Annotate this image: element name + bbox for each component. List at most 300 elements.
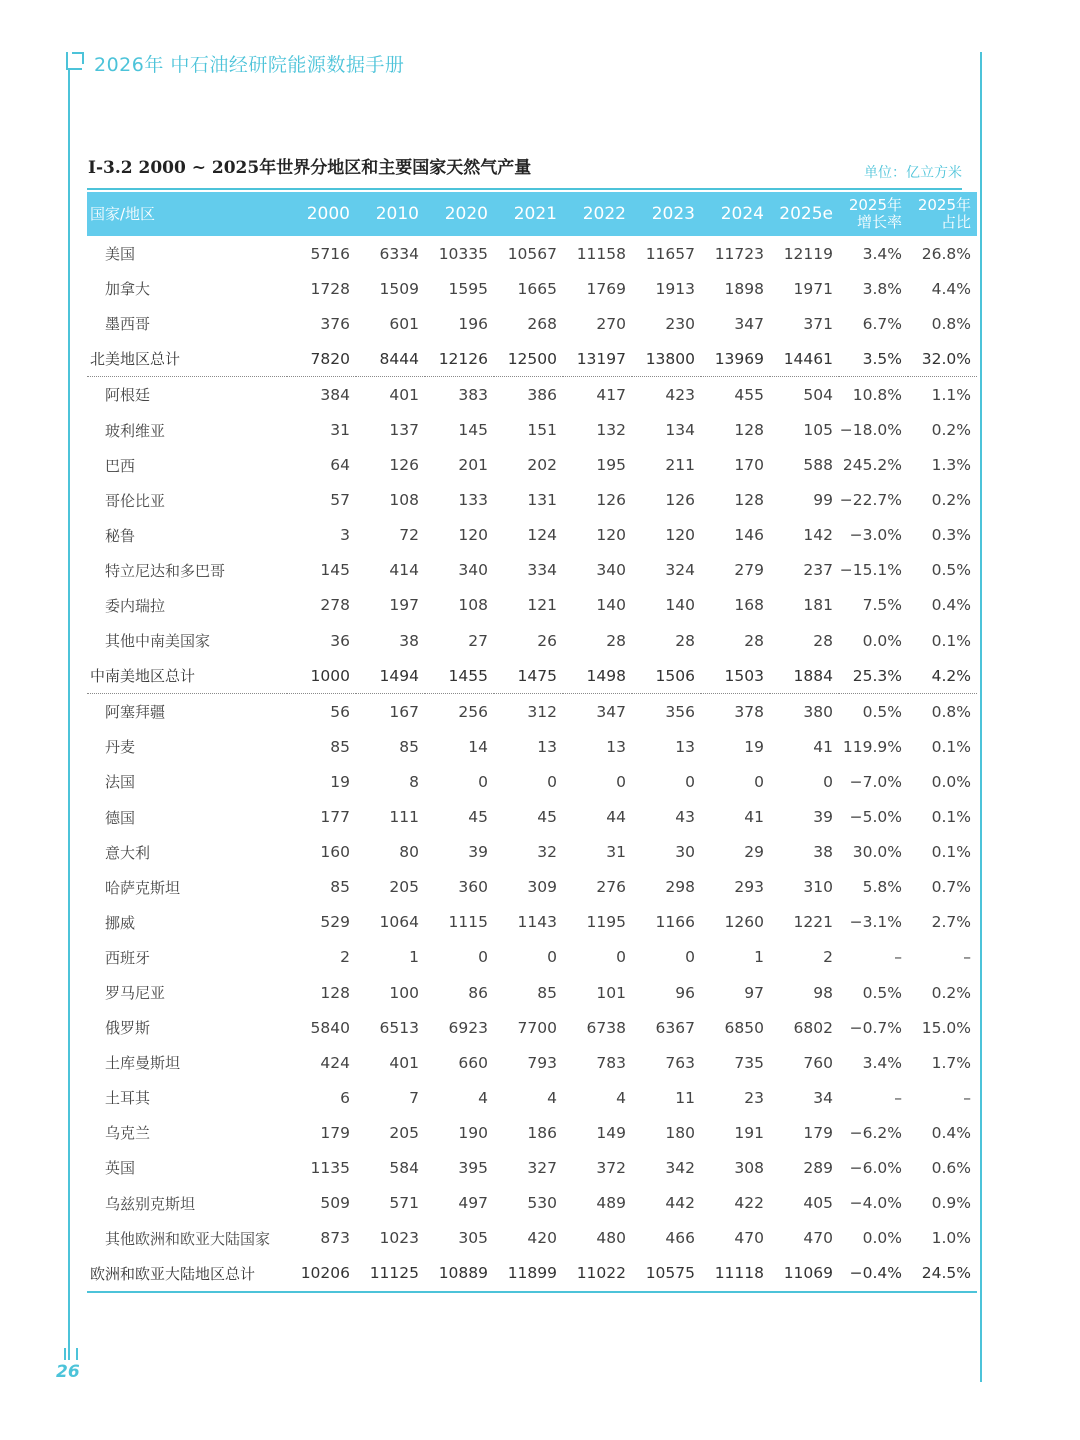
cell-2023: 442 xyxy=(665,1194,695,1213)
cell-2022: 1498 xyxy=(563,658,632,694)
cell-2022: 44 xyxy=(606,808,626,827)
cell-2023: 0 xyxy=(685,772,695,791)
cell-2023: 1506 xyxy=(632,658,701,694)
row-label: 法国 xyxy=(105,773,136,792)
cell-2020: 1115 xyxy=(448,913,488,932)
cell-2024: 735 xyxy=(734,1053,764,1072)
cell-2022: 13197 xyxy=(563,341,632,377)
cell-2021: 327 xyxy=(527,1158,557,1177)
cell-2020: 120 xyxy=(458,526,488,545)
cell-2020: 0 xyxy=(478,948,488,967)
cell-2020: 27 xyxy=(468,631,488,650)
cell-share: 0.7% xyxy=(931,878,971,897)
cell-2023: 30 xyxy=(675,843,695,862)
page-number: 26 xyxy=(56,1362,80,1382)
row-label: 丹麦 xyxy=(105,738,136,757)
cell-2020: 45 xyxy=(468,808,488,827)
cell-2022: 783 xyxy=(596,1053,626,1072)
cell-2022: 4 xyxy=(616,1088,626,1107)
cell-share: 0.1% xyxy=(931,631,971,650)
cell-2021: 268 xyxy=(527,314,557,333)
cell-share: 24.5% xyxy=(908,1256,977,1292)
cell-2024: 97 xyxy=(744,983,764,1002)
cell-2024: 293 xyxy=(734,878,764,897)
cell-2000: 36 xyxy=(330,631,350,650)
cell-share: 0.1% xyxy=(931,843,971,862)
cell-2020: 340 xyxy=(458,561,488,580)
cell-growth: 119.9% xyxy=(842,737,902,756)
cell-growth: 3.8% xyxy=(862,279,902,298)
cell-2021: 45 xyxy=(537,808,557,827)
gas-production-table xyxy=(87,192,977,1293)
column-header-growth-line1: 2025年 xyxy=(848,196,902,214)
cell-2023: 140 xyxy=(665,596,695,615)
cell-2023: 6367 xyxy=(655,1018,695,1037)
cell-growth: −22.7% xyxy=(839,491,902,510)
cell-2000: 5840 xyxy=(310,1018,350,1037)
cell-share: 0.5% xyxy=(931,561,971,580)
table-row xyxy=(87,1221,977,1256)
cell-2000: 57 xyxy=(330,491,350,510)
cell-2010: 571 xyxy=(389,1194,419,1213)
cell-2024: 19 xyxy=(744,737,764,756)
cell-2010: 126 xyxy=(389,456,419,475)
cell-2023: 763 xyxy=(665,1053,695,1072)
cell-2021: 32 xyxy=(537,843,557,862)
cell-2000: 145 xyxy=(320,561,350,580)
table-header-row xyxy=(87,192,977,236)
cell-2024: 13969 xyxy=(701,341,770,377)
cell-2024: 1898 xyxy=(724,279,764,298)
cell-2020: 14 xyxy=(468,737,488,756)
table-row xyxy=(87,623,977,658)
cell-2020: 145 xyxy=(458,421,488,440)
cell-2022: 101 xyxy=(596,983,626,1002)
cell-2021: 121 xyxy=(527,596,557,615)
table-row xyxy=(87,518,977,553)
cell-2010: 584 xyxy=(389,1158,419,1177)
table-title: I-3.2 2000 ~ 2025年世界分地区和主要国家天然气产量 xyxy=(88,158,532,178)
cell-growth: 0.0% xyxy=(862,631,902,650)
cell-2025e: 760 xyxy=(803,1053,833,1072)
cell-growth: 25.3% xyxy=(839,658,908,694)
cell-share: 1.7% xyxy=(931,1053,971,1072)
cell-2010: 72 xyxy=(399,526,419,545)
cell-2000: 31 xyxy=(330,421,350,440)
right-frame-line xyxy=(980,52,982,1382)
row-label: 巴西 xyxy=(105,456,136,475)
cell-2010: 8 xyxy=(409,772,419,791)
cell-growth: −15.1% xyxy=(839,561,902,580)
cell-2000: 177 xyxy=(320,808,350,827)
row-label: 土库曼斯坦 xyxy=(105,1054,181,1073)
cell-2023: 180 xyxy=(665,1123,695,1142)
cell-2022: 0 xyxy=(616,948,626,967)
cell-growth: −0.7% xyxy=(849,1018,902,1037)
cell-2025e: 99 xyxy=(813,491,833,510)
cell-2021: 0 xyxy=(547,772,557,791)
cell-2023: 298 xyxy=(665,878,695,897)
cell-2025e: 588 xyxy=(803,456,833,475)
cell-2024: 1260 xyxy=(724,913,764,932)
cell-share: 15.0% xyxy=(921,1018,971,1037)
cell-growth: −6.0% xyxy=(849,1158,902,1177)
cell-2023: 28 xyxy=(675,631,695,650)
cell-share: 0.8% xyxy=(931,702,971,721)
table-row xyxy=(87,835,977,870)
cell-2010: 167 xyxy=(389,702,419,721)
column-header-2000: 2000 xyxy=(306,204,350,224)
table-row xyxy=(87,377,977,413)
cell-share: 26.8% xyxy=(921,244,971,263)
cell-2025e: 1971 xyxy=(793,279,833,298)
cell-2022: 417 xyxy=(596,385,626,404)
cell-2020: 10889 xyxy=(425,1256,494,1292)
column-header-2023: 2023 xyxy=(651,204,695,224)
cell-2010: 85 xyxy=(399,737,419,756)
cell-2024: 28 xyxy=(744,631,764,650)
cell-2010: 38 xyxy=(399,631,419,650)
cell-2021: 124 xyxy=(527,526,557,545)
cell-share: 0.0% xyxy=(931,772,971,791)
row-label: 阿根廷 xyxy=(105,386,151,405)
cell-2000: 2 xyxy=(340,948,350,967)
cell-2022: 31 xyxy=(606,843,626,862)
cell-2025e: 310 xyxy=(803,878,833,897)
cell-2000: 179 xyxy=(320,1123,350,1142)
book-header-title: 2026年 中石油经研院能源数据手册 xyxy=(94,54,405,76)
cell-2024: 23 xyxy=(744,1088,764,1107)
cell-2021: 202 xyxy=(527,456,557,475)
cell-growth: 0.5% xyxy=(862,702,902,721)
cell-2022: 1195 xyxy=(586,913,626,932)
cell-2023: 126 xyxy=(665,491,695,510)
table-row-subtotal xyxy=(87,658,977,694)
cell-2020: 86 xyxy=(468,983,488,1002)
row-label: 玻利维亚 xyxy=(105,421,166,440)
cell-2024: 11723 xyxy=(714,244,764,263)
cell-2024: 128 xyxy=(734,491,764,510)
row-label: 秘鲁 xyxy=(105,526,136,545)
cell-share: 4.2% xyxy=(908,658,977,694)
cell-2020: 256 xyxy=(458,702,488,721)
cell-growth: −3.1% xyxy=(849,913,902,932)
cell-2021: 10567 xyxy=(507,244,557,263)
cell-share: 32.0% xyxy=(908,341,977,377)
cell-2021: 1665 xyxy=(517,279,557,298)
cell-2024: 455 xyxy=(734,385,764,404)
cell-share: 0.2% xyxy=(931,421,971,440)
cell-2010: 8444 xyxy=(356,341,425,377)
row-label: 欧洲和欧亚大陆地区总计 xyxy=(87,1256,287,1292)
cell-2022: 11022 xyxy=(563,1256,632,1292)
cell-2023: 13800 xyxy=(632,341,701,377)
cell-2021: 1475 xyxy=(494,658,563,694)
cell-2021: 793 xyxy=(527,1053,557,1072)
cell-growth: 6.7% xyxy=(862,314,902,333)
row-label: 俄罗斯 xyxy=(105,1019,151,1038)
cell-2000: 529 xyxy=(320,913,350,932)
table-row xyxy=(87,729,977,764)
cell-share: 0.6% xyxy=(931,1158,971,1177)
table-row xyxy=(87,905,977,940)
cell-2000: 19 xyxy=(330,772,350,791)
cell-2010: 1023 xyxy=(379,1229,419,1248)
cell-2023: 423 xyxy=(665,385,695,404)
cell-growth: 30.0% xyxy=(852,843,902,862)
cell-2023: 324 xyxy=(665,561,695,580)
cell-2023: 120 xyxy=(665,526,695,545)
cell-2022: 28 xyxy=(606,631,626,650)
table-row xyxy=(87,694,977,730)
cell-2000: 509 xyxy=(320,1194,350,1213)
row-label: 其他欧洲和欧亚大陆国家 xyxy=(105,1229,271,1248)
cell-share: – xyxy=(963,1088,971,1107)
cell-2000: 128 xyxy=(320,983,350,1002)
cell-2025e: 380 xyxy=(803,702,833,721)
cell-2024: 29 xyxy=(744,843,764,862)
cell-2020: 305 xyxy=(458,1229,488,1248)
cell-2010: 80 xyxy=(399,843,419,862)
cell-share: 0.4% xyxy=(931,1123,971,1142)
cell-growth: – xyxy=(894,1088,902,1107)
row-label: 加拿大 xyxy=(105,280,151,299)
page-number-tick xyxy=(64,1348,78,1360)
row-label: 特立尼达和多巴哥 xyxy=(105,561,226,580)
cell-2021: 131 xyxy=(527,491,557,510)
cell-2010: 1 xyxy=(409,948,419,967)
cell-2000: 160 xyxy=(320,843,350,862)
cell-2010: 100 xyxy=(389,983,419,1002)
cell-2023: 96 xyxy=(675,983,695,1002)
cell-2025e: 1221 xyxy=(793,913,833,932)
cell-2020: 395 xyxy=(458,1158,488,1177)
row-label: 北美地区总计 xyxy=(87,341,287,377)
cell-growth: 3.4% xyxy=(862,1053,902,1072)
cell-2021: 11899 xyxy=(494,1256,563,1292)
row-label: 罗马尼亚 xyxy=(105,984,166,1003)
cell-2025e: 39 xyxy=(813,808,833,827)
cell-2010: 1509 xyxy=(379,279,419,298)
cell-2025e: 28 xyxy=(813,631,833,650)
cell-growth: −18.0% xyxy=(839,421,902,440)
row-label: 委内瑞拉 xyxy=(105,596,166,615)
cell-share: 2.7% xyxy=(931,913,971,932)
cell-2025e: 34 xyxy=(813,1088,833,1107)
cell-2025e: 470 xyxy=(803,1229,833,1248)
cell-2025e: 142 xyxy=(803,526,833,545)
cell-2022: 1769 xyxy=(586,279,626,298)
cell-2010: 11125 xyxy=(356,1256,425,1292)
cell-2023: 211 xyxy=(665,456,695,475)
cell-2010: 111 xyxy=(389,808,419,827)
cell-2020: 1595 xyxy=(448,279,488,298)
column-header-share-line1: 2025年 xyxy=(917,196,971,214)
row-label: 乌兹别克斯坦 xyxy=(105,1194,196,1213)
table-row xyxy=(87,1115,977,1150)
cell-2022: 126 xyxy=(596,491,626,510)
cell-share: 0.4% xyxy=(931,596,971,615)
cell-2022: 480 xyxy=(596,1229,626,1248)
cell-2021: 13 xyxy=(537,737,557,756)
table-row xyxy=(87,306,977,341)
table-row xyxy=(87,271,977,306)
cell-2020: 12126 xyxy=(425,341,494,377)
table-row xyxy=(87,1010,977,1045)
cell-2000: 278 xyxy=(320,596,350,615)
cell-2023: 43 xyxy=(675,808,695,827)
cell-2023: 230 xyxy=(665,314,695,333)
cell-2000: 1000 xyxy=(287,658,356,694)
column-header-region: 国家/地区 xyxy=(90,205,156,223)
cell-2021: 312 xyxy=(527,702,557,721)
cell-share: 0.2% xyxy=(931,491,971,510)
cell-2020: 6923 xyxy=(448,1018,488,1037)
cell-2025e: 181 xyxy=(803,596,833,615)
cell-2021: 530 xyxy=(527,1194,557,1213)
row-label: 英国 xyxy=(105,1159,136,1178)
table-row xyxy=(87,1186,977,1221)
cell-2023: 356 xyxy=(665,702,695,721)
cell-2022: 120 xyxy=(596,526,626,545)
cell-2000: 376 xyxy=(320,314,350,333)
cell-2024: 146 xyxy=(734,526,764,545)
table-row xyxy=(87,448,977,483)
cell-2025e: 504 xyxy=(803,385,833,404)
cell-2021: 386 xyxy=(527,385,557,404)
cell-2022: 195 xyxy=(596,456,626,475)
cell-2025e: 237 xyxy=(803,561,833,580)
row-label: 其他中南美国家 xyxy=(105,632,211,651)
cell-2023: 10575 xyxy=(632,1256,701,1292)
cell-2010: 414 xyxy=(389,561,419,580)
cell-2021: 420 xyxy=(527,1229,557,1248)
column-header-growth-line2: 增长率 xyxy=(856,213,902,231)
column-header-share-line2: 占比 xyxy=(940,213,971,231)
cell-2000: 64 xyxy=(330,456,350,475)
column-header-2022: 2022 xyxy=(582,204,626,224)
table-row xyxy=(87,975,977,1010)
cell-2021: 7700 xyxy=(517,1018,557,1037)
cell-2020: 190 xyxy=(458,1123,488,1142)
cell-2025e: 11069 xyxy=(770,1256,839,1292)
cell-growth: 10.8% xyxy=(852,385,902,404)
cell-2021: 151 xyxy=(527,421,557,440)
cell-2000: 1135 xyxy=(310,1158,350,1177)
cell-2020: 660 xyxy=(458,1053,488,1072)
cell-2000: 56 xyxy=(330,702,350,721)
cell-2021: 12500 xyxy=(494,341,563,377)
cell-2022: 149 xyxy=(596,1123,626,1142)
cell-2020: 383 xyxy=(458,385,488,404)
cell-2000: 873 xyxy=(320,1229,350,1248)
cell-2000: 85 xyxy=(330,737,350,756)
cell-growth: – xyxy=(894,948,902,967)
cell-share: 1.1% xyxy=(931,385,971,404)
column-header-2025e: 2025e xyxy=(779,204,833,224)
cell-2024: 168 xyxy=(734,596,764,615)
cell-2010: 7 xyxy=(409,1088,419,1107)
table-row xyxy=(87,553,977,588)
cell-2024: 1503 xyxy=(701,658,770,694)
cell-2024: 1 xyxy=(754,948,764,967)
cell-2010: 205 xyxy=(389,878,419,897)
cell-2023: 1166 xyxy=(655,913,695,932)
cell-growth: 5.8% xyxy=(862,878,902,897)
table-row xyxy=(87,588,977,623)
cell-2000: 5716 xyxy=(310,244,350,263)
cell-2020: 39 xyxy=(468,843,488,862)
cell-growth: −3.0% xyxy=(849,526,902,545)
cell-2025e: 179 xyxy=(803,1123,833,1142)
cell-2000: 3 xyxy=(340,526,350,545)
cell-2023: 1913 xyxy=(655,279,695,298)
left-frame-line xyxy=(68,70,70,1360)
cell-2023: 11657 xyxy=(645,244,695,263)
column-header-share xyxy=(908,192,977,236)
cell-share: 0.1% xyxy=(931,737,971,756)
cell-2010: 1064 xyxy=(379,913,419,932)
cell-share: – xyxy=(963,948,971,967)
row-label: 乌克兰 xyxy=(105,1124,151,1143)
row-label: 哈萨克斯坦 xyxy=(105,878,181,897)
row-label: 意大利 xyxy=(105,843,151,862)
gas-production-table-wrapper xyxy=(87,188,971,1293)
cell-2022: 347 xyxy=(596,702,626,721)
table-row xyxy=(87,764,977,799)
cell-2010: 6513 xyxy=(379,1018,419,1037)
cell-2025e: 1884 xyxy=(770,658,839,694)
cell-2010: 205 xyxy=(389,1123,419,1142)
table-row xyxy=(87,236,977,271)
table-row-subtotal xyxy=(87,1256,977,1292)
column-header-2024: 2024 xyxy=(720,204,764,224)
cell-2024: 128 xyxy=(734,421,764,440)
cell-2010: 108 xyxy=(389,491,419,510)
cell-growth: 7.5% xyxy=(862,596,902,615)
cell-2025e: 14461 xyxy=(770,341,839,377)
cell-2025e: 0 xyxy=(823,772,833,791)
cell-2021: 85 xyxy=(537,983,557,1002)
cell-2021: 0 xyxy=(547,948,557,967)
cell-share: 0.3% xyxy=(931,526,971,545)
table-row-subtotal xyxy=(87,341,977,377)
cell-2025e: 41 xyxy=(813,737,833,756)
cell-2024: 191 xyxy=(734,1123,764,1142)
cell-2022: 11158 xyxy=(576,244,626,263)
cell-share: 0.9% xyxy=(931,1194,971,1213)
cell-2024: 347 xyxy=(734,314,764,333)
cell-growth: −0.4% xyxy=(839,1256,908,1292)
cell-2000: 10206 xyxy=(287,1256,356,1292)
cell-2020: 4 xyxy=(478,1088,488,1107)
cell-2000: 85 xyxy=(330,878,350,897)
cell-growth: 0.0% xyxy=(862,1229,902,1248)
cell-2022: 340 xyxy=(596,561,626,580)
cell-2025e: 98 xyxy=(813,983,833,1002)
cell-2024: 6850 xyxy=(724,1018,764,1037)
cell-2024: 308 xyxy=(734,1158,764,1177)
cell-2022: 0 xyxy=(616,772,626,791)
cell-2024: 422 xyxy=(734,1194,764,1213)
cell-2000: 6 xyxy=(340,1088,350,1107)
cell-share: 0.8% xyxy=(931,314,971,333)
cell-2020: 360 xyxy=(458,878,488,897)
cell-growth: −5.0% xyxy=(849,808,902,827)
table-row xyxy=(87,1150,977,1185)
cell-2000: 424 xyxy=(320,1053,350,1072)
unit-label: 单位：亿立方米 xyxy=(864,165,962,181)
